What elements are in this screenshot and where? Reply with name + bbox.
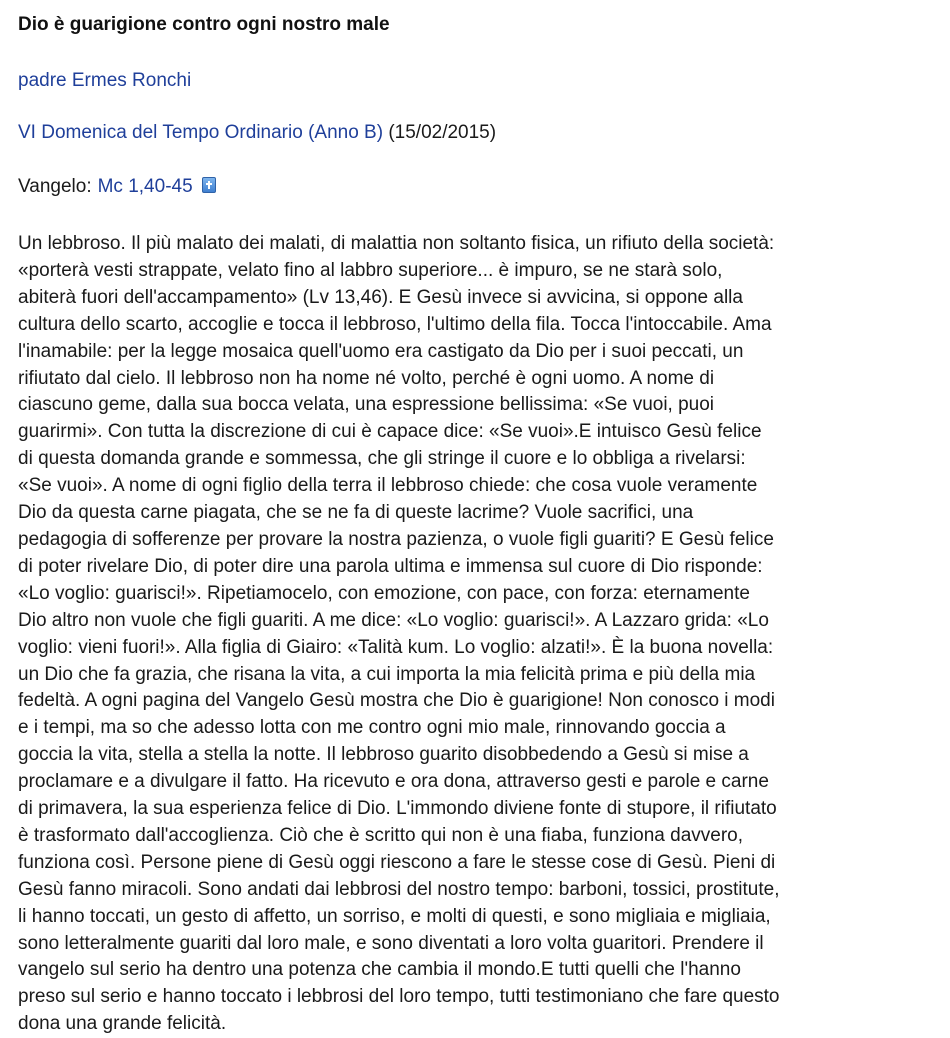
gospel-line bbox=[18, 176, 216, 198]
body-line: voglio: vieni fuori!». Alla figlia di Giairo: «Talità kum. Lo voglio: alzati!». È la buona novella: bbox=[18, 636, 774, 658]
body-line: e i tempi, ma so che adesso lotta con me contro ogni mio male, rinnovando goccia a bbox=[18, 717, 726, 739]
page-title: Dio è guarigione contro ogni nostro male bbox=[18, 14, 390, 35]
body-line: preso sul serio e hanno toccato i lebbrosi del loro tempo, tutti testimoniano che fare questo bbox=[18, 986, 780, 1008]
body-line: dona una grande felicità. bbox=[18, 1013, 227, 1035]
body-line: l'inamabile: per la legge mosaica quell'uomo era castigato da Dio per i suoi peccati, un bbox=[18, 340, 744, 362]
body-line: Dio altro non vuole che figli guariti. A me dice: «Lo voglio: guarisci!». A Lazzaro grida: «Lo bbox=[18, 609, 769, 631]
body-line: ciascuno geme, dalla sua bocca velata, una espressione bellissima: «Se vuoi, puoi bbox=[18, 394, 715, 416]
body-line: funziona così. Persone piene di Gesù oggi riescono a fare le stesse cose di Gesù. Pieni di bbox=[18, 851, 776, 873]
commentary-body bbox=[18, 231, 940, 1038]
body-line: Gesù fanno miracoli. Sono andati dai lebbrosi del nostro tempo: barboni, tossici, prostitute, bbox=[18, 878, 780, 900]
body-line: sono letteralmente guariti dal loro male, e sono diventati a loro volta guaritori. Prendere il bbox=[18, 932, 764, 954]
body-line: proclamare e a divulgare il fatto. Ha ricevuto e ora dona, attraverso gesti e parole e carne bbox=[18, 771, 769, 793]
body-line: Un lebbroso. Il più malato dei malati, di malattia non soltanto fisica, un rifiuto della società: bbox=[18, 233, 775, 254]
author-link[interactable]: padre Ermes Ronchi bbox=[18, 70, 192, 91]
body-line: di poter rivelare Dio, di poter dire una parola ultima e immensa sul cuore di Dio risponde: bbox=[18, 555, 763, 577]
body-line: «Se vuoi». A nome di ogni figlio della terra il lebbroso chiede: che cosa vuole veramente bbox=[18, 475, 758, 497]
body-line: vangelo sul serio ha dentro una potenza che cambia il mondo.E tutti quelli che l'hanno bbox=[18, 959, 741, 981]
body-line: rifiutato dal cielo. Il lebbroso non ha nome né volto, perché è ogni uomo. A nome di bbox=[18, 367, 715, 389]
body-line: «porterà vesti strappate, velato fino al labbro superiore... è impuro, se ne starà solo, bbox=[18, 259, 723, 281]
body-line: fedeltà. A ogni pagina del Vangelo Gesù mostra che Dio è guarigione! Non conosco i modi bbox=[18, 690, 775, 712]
body-line: un Dio che fa grazia, che risana la vita, a cui importa la mia felicità prima e più della mia bbox=[18, 663, 756, 685]
gospel-ref-link[interactable]: Mc 1,40-45 bbox=[97, 176, 193, 197]
body-line: li hanno toccati, un gesto di affetto, un sorriso, e molti di questi, e sono migliaia e migliaia, bbox=[18, 905, 771, 927]
gospel-label: Vangelo: bbox=[18, 176, 92, 197]
body-line: Dio da questa carne piagata, che se ne fa di queste lacrime? Vuole sacrifici, una bbox=[18, 502, 694, 524]
body-line: guarirmi». Con tutta la discrezione di cui è capace dice: «Se vuoi».E intuisco Gesù felice bbox=[18, 421, 762, 443]
body-line: di questa domanda grande e sommessa, che gli stringe il cuore e lo obbliga a rivelarsi: bbox=[18, 448, 746, 470]
body-line: pedagogia di sofferenze per provare la nostra pazienza, o vuole figli guariti? E Gesù felice bbox=[18, 528, 774, 550]
gospel-cross-icon[interactable] bbox=[202, 177, 216, 193]
occasion-line bbox=[18, 122, 496, 144]
body-line: «Lo voglio: guarisci!». Ripetiamocelo, con emozione, con pace, con forza: eternamente bbox=[18, 582, 750, 604]
body-line: abiterà fuori dell'accampamento» (Lv 13,46). E Gesù invece si avvicina, si oppone alla bbox=[18, 286, 743, 308]
occasion-link[interactable]: VI Domenica del Tempo Ordinario (Anno B) bbox=[18, 122, 384, 143]
body-line: cultura dello scarto, accoglie e tocca il lebbroso, l'ultimo della fila. Tocca l'intoccabile. Ama bbox=[18, 313, 772, 335]
body-line: è trasformato dall'accoglienza. Ciò che è scritto qui non è una fiaba, funziona davvero, bbox=[18, 824, 743, 846]
body-line: goccia la vita, stella a stella la notte. Il lebbroso guarito disobbedendo a Gesù si mise a bbox=[18, 744, 749, 766]
occasion-date: (15/02/2015) bbox=[388, 122, 497, 143]
body-line: di primavera, la sua esperienza felice di Dio. L'immondo diviene fonte di stupore, il rifiutato bbox=[18, 798, 777, 820]
